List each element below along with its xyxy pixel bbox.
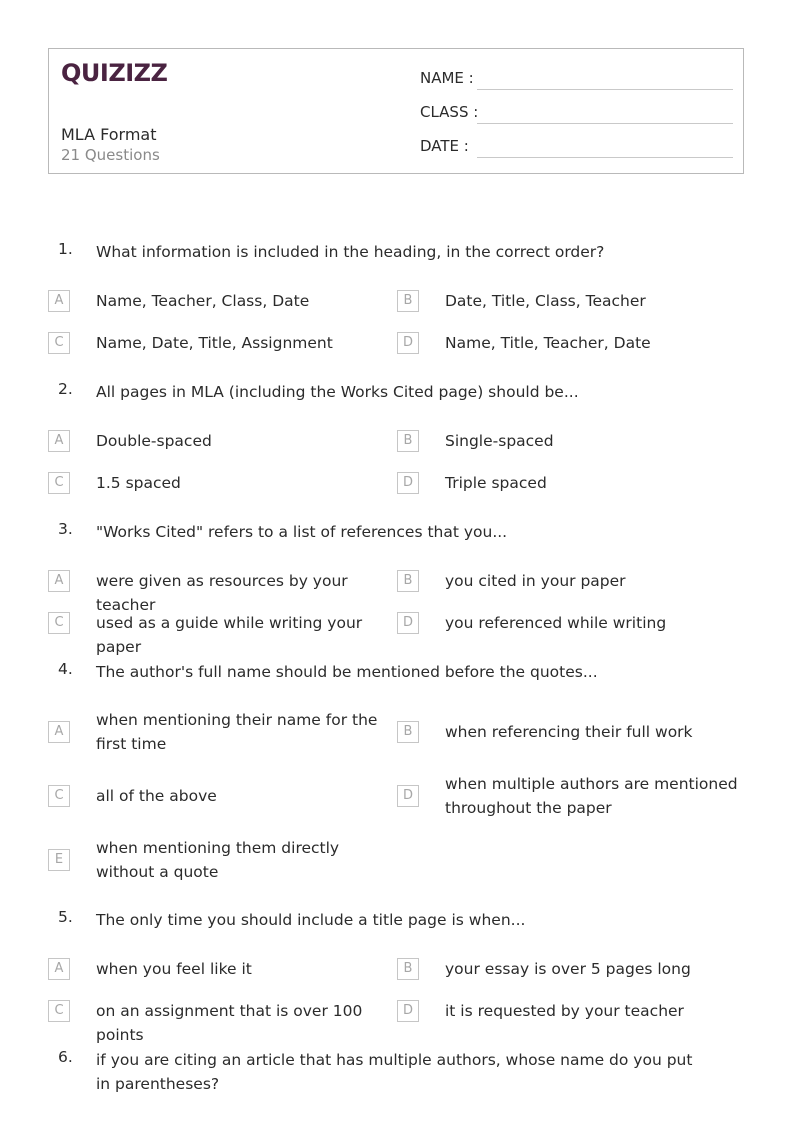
name-field[interactable] <box>477 89 733 90</box>
option-b-text: Date, Title, Class, Teacher <box>445 292 646 310</box>
option-d-text: you referenced while writing <box>445 614 667 632</box>
class-label: CLASS : <box>420 103 479 121</box>
option-d-text: Name, Title, Teacher, Date <box>445 334 651 352</box>
option-c-text: Name, Date, Title, Assignment <box>96 334 333 352</box>
option-d-text: it is requested by your teacher <box>445 1002 684 1020</box>
question-text: if you are citing an article that has multiple authors, whose name do you put in parentheses? <box>96 1051 693 1093</box>
option-d-box[interactable]: D <box>397 785 419 807</box>
option-c-text: on an assignment that is over 100 points <box>96 1002 363 1044</box>
date-field[interactable] <box>477 157 733 158</box>
question-number: 1. <box>58 240 73 258</box>
question-text: What information is included in the heading, in the correct order? <box>96 243 605 261</box>
option-b-box[interactable]: B <box>397 570 419 592</box>
option-a-text: Name, Teacher, Class, Date <box>96 292 310 310</box>
quizizz-logo: QUIZIZZ <box>61 59 168 87</box>
option-c-box[interactable]: C <box>48 785 70 807</box>
question-text: All pages in MLA (including the Works Cited page) should be... <box>96 383 579 401</box>
option-c-text: used as a guide while writing your paper <box>96 614 363 656</box>
option-a-text: Double-spaced <box>96 432 212 450</box>
worksheet-title: MLA Format <box>61 125 157 144</box>
option-c-box[interactable]: C <box>48 612 70 634</box>
option-b-text: your essay is over 5 pages long <box>445 960 691 978</box>
option-c-box[interactable]: C <box>48 472 70 494</box>
option-d-box[interactable]: D <box>397 612 419 634</box>
option-b-text: when referencing their full work <box>445 723 693 741</box>
option-d-box[interactable]: D <box>397 472 419 494</box>
class-field[interactable] <box>477 123 733 124</box>
option-c-box[interactable]: C <box>48 1000 70 1022</box>
option-a-box[interactable]: A <box>48 721 70 743</box>
question-number: 3. <box>58 520 73 538</box>
option-b-text: you cited in your paper <box>445 572 626 590</box>
question-number: 4. <box>58 660 73 678</box>
option-b-box[interactable]: B <box>397 721 419 743</box>
date-label: DATE : <box>420 137 469 155</box>
question-text: "Works Cited" refers to a list of references that you... <box>96 523 508 541</box>
question-number: 5. <box>58 908 73 926</box>
option-e-box[interactable]: E <box>48 849 70 871</box>
worksheet-header <box>48 48 744 174</box>
question-count: 21 Questions <box>61 146 160 164</box>
option-a-text: when mentioning their name for the first time <box>96 711 378 753</box>
option-a-text: when you feel like it <box>96 960 252 978</box>
option-d-box[interactable]: D <box>397 1000 419 1022</box>
option-a-box[interactable]: A <box>48 958 70 980</box>
option-a-box[interactable]: A <box>48 430 70 452</box>
option-c-text: 1.5 spaced <box>96 474 181 492</box>
option-c-box[interactable]: C <box>48 332 70 354</box>
option-d-box[interactable]: D <box>397 332 419 354</box>
question-text: The only time you should include a title page is when... <box>96 911 526 929</box>
option-b-box[interactable]: B <box>397 430 419 452</box>
option-c-text: all of the above <box>96 787 217 805</box>
option-e-text: when mentioning them directly without a quote <box>96 839 340 881</box>
question-number: 6. <box>58 1048 73 1066</box>
option-d-text: when multiple authors are mentioned throughout the paper <box>445 775 738 817</box>
question-text: The author's full name should be mentioned before the quotes... <box>96 663 598 681</box>
option-b-text: Single-spaced <box>445 432 554 450</box>
option-a-text: were given as resources by your teacher <box>96 572 348 614</box>
option-a-box[interactable]: A <box>48 570 70 592</box>
option-a-box[interactable]: A <box>48 290 70 312</box>
option-d-text: Triple spaced <box>445 474 547 492</box>
option-b-box[interactable]: B <box>397 958 419 980</box>
name-label: NAME : <box>420 69 474 87</box>
question-number: 2. <box>58 380 73 398</box>
option-b-box[interactable]: B <box>397 290 419 312</box>
